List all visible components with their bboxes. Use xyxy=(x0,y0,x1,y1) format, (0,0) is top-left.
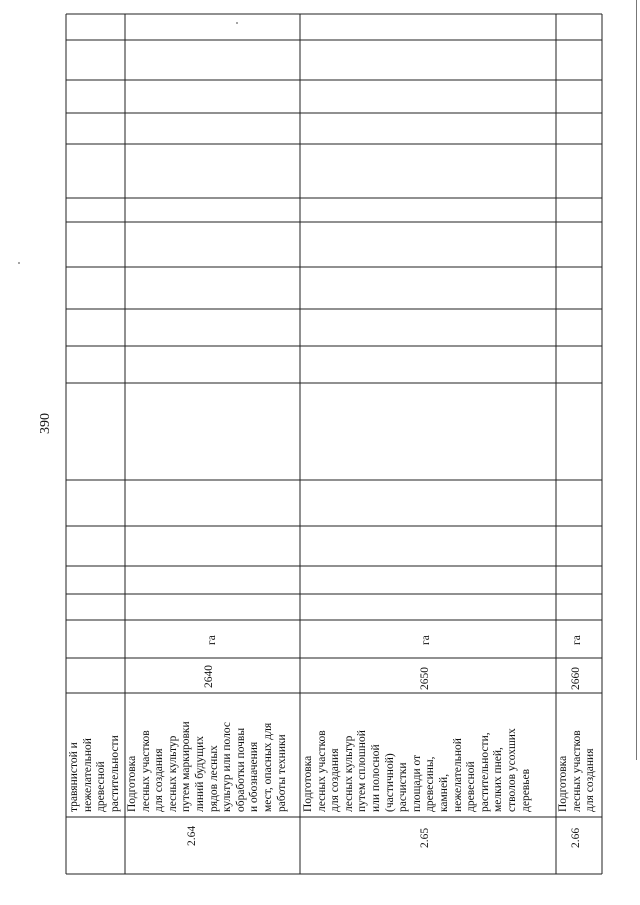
row-code-2-66: 2.66 xyxy=(570,827,582,848)
page-number: 390 xyxy=(38,413,53,434)
row-name-2-64: Подготовка лесных участков для создания лесных культур путем маркировки линий будущих рядов лесных культур или полос обработки почвы и обозначения мест, опасных для работы техники xyxy=(126,721,288,812)
row-unit-2650: га xyxy=(420,635,432,645)
row-name-2-65: Подготовка лесных участков для создания лесных культур путем сплошной или полосной (частичной) расчистки площади от древесины, камней, нежелательной древесной растительности, мелких пней, стволов усохших деревьев xyxy=(302,728,532,812)
row-code-2-65: 2.65 xyxy=(419,827,431,848)
row-name-continued: травянистой и нежелательной древесной растительности xyxy=(68,735,121,812)
scan-margin-line xyxy=(636,0,637,760)
scan-speck xyxy=(236,22,238,24)
row-unit-2660: га xyxy=(571,635,583,645)
row-line-code-2660: 2660 xyxy=(570,667,582,690)
row-code-2-64: 2.64 xyxy=(186,825,198,846)
row-line-code-2650: 2650 xyxy=(419,667,431,690)
row-name-2-66: Подготовка лесных участков для создания xyxy=(557,730,597,812)
row-unit-2640: га xyxy=(206,635,218,645)
row-line-code-2640: 2640 xyxy=(203,665,215,688)
scan-speck xyxy=(18,262,20,264)
